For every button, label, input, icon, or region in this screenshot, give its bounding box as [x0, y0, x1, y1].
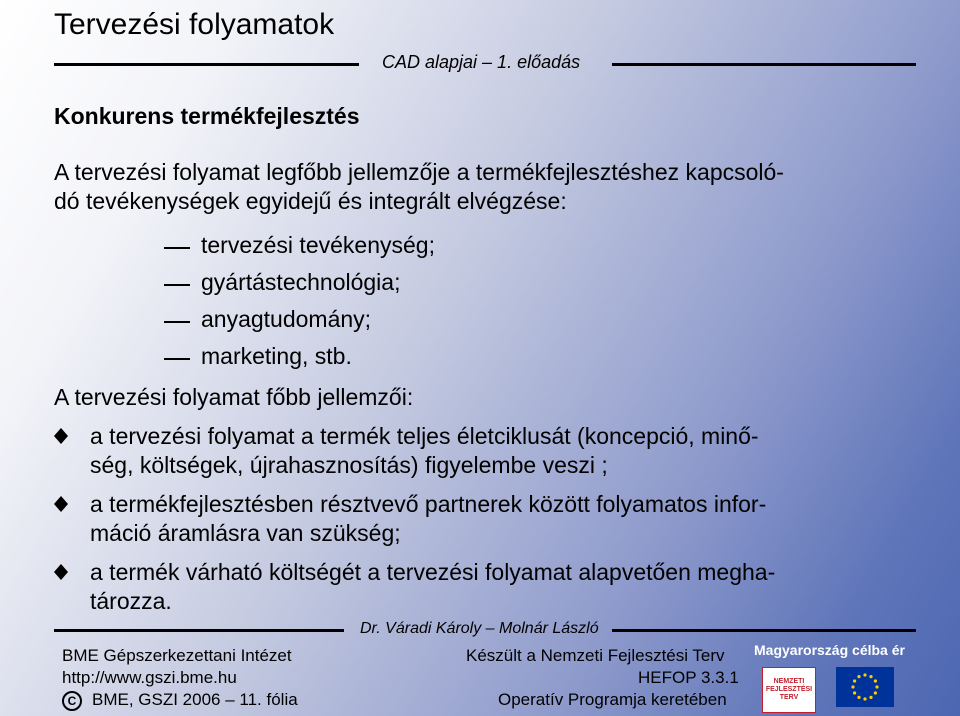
dash-item-text: gyártástechnológia;: [201, 269, 401, 295]
diamond-bullet-icon: [54, 564, 68, 580]
dash-item-text: tervezési tevékenység;: [201, 232, 435, 258]
diamond-bullet-icon: [54, 428, 68, 444]
bullet-line: a tervezési folyamat a termék teljes életciklusát (koncepció, minő-: [90, 423, 759, 449]
authors: Dr. Váradi Károly – Molnár László: [360, 620, 599, 637]
bullet-line: a termék várható költségét a tervezési folyamat alapvetően megha-: [90, 559, 776, 585]
bullet-line: a termékfejlesztésben résztvevő partnerek között folyamatos infor-: [90, 491, 767, 517]
bullet-line: tározza.: [90, 588, 172, 614]
intro-line: dó tevékenységek egyidejű és integrált elvégzése:: [54, 188, 567, 214]
diamond-bullet-icon: [54, 496, 68, 512]
title-rule-right: [612, 63, 916, 66]
bullet-line: máció áramlásra van szükség;: [90, 520, 401, 546]
intro-line: A tervezési folyamat legfőbb jellemzője a termékfejlesztéshez kapcsoló-: [54, 159, 784, 185]
funding-line: HEFOP 3.3.1: [638, 668, 739, 687]
dash-icon: [164, 358, 190, 360]
dash-icon: [164, 321, 190, 323]
features-intro: A tervezési folyamat főbb jellemzői:: [54, 384, 414, 410]
lecture-subtitle: CAD alapjai – 1. előadás: [382, 52, 581, 72]
institute-name: BME Gépszerkezettani Intézet: [62, 646, 292, 665]
bullet-item: [54, 422, 914, 480]
copyright-text: BME, GSZI 2006 – 11. fólia: [92, 690, 298, 709]
nft-logo: [762, 667, 816, 713]
dash-icon: [164, 247, 190, 249]
bullet-line: ség, költségek, újrahasznosítás) figyelembe veszi ;: [90, 452, 608, 478]
footer-rule-left: [54, 629, 344, 632]
section-heading: Konkurens termékfejlesztés: [54, 103, 360, 129]
title-rule-left: [54, 63, 359, 66]
funding-line: Készült a Nemzeti Fejlesztési Terv: [466, 646, 725, 665]
footer-institution: [62, 645, 298, 711]
dash-icon: [164, 284, 190, 286]
copyright-icon: C: [62, 691, 82, 711]
footer-rule-right: [612, 629, 916, 632]
copyright-line: [62, 689, 298, 711]
bullet-item: [54, 490, 914, 548]
eu-flag-icon: [836, 667, 894, 707]
institute-url[interactable]: http://www.gszi.bme.hu: [62, 668, 237, 687]
dash-item-text: anyagtudomány;: [201, 306, 372, 332]
bullet-item: [54, 558, 914, 616]
dash-item-text: marketing, stb.: [201, 343, 352, 369]
funding-line: Operatív Programja keretében: [498, 690, 727, 709]
slide-title: Tervezési folyamatok: [54, 8, 335, 41]
nft-logo-text: NEMZETI FEJLESZTÉSI TERV: [765, 678, 813, 701]
logo-slogan: Magyarország célba ér: [754, 642, 905, 658]
bullet-list: [54, 422, 914, 626]
intro-paragraph: [54, 158, 784, 216]
